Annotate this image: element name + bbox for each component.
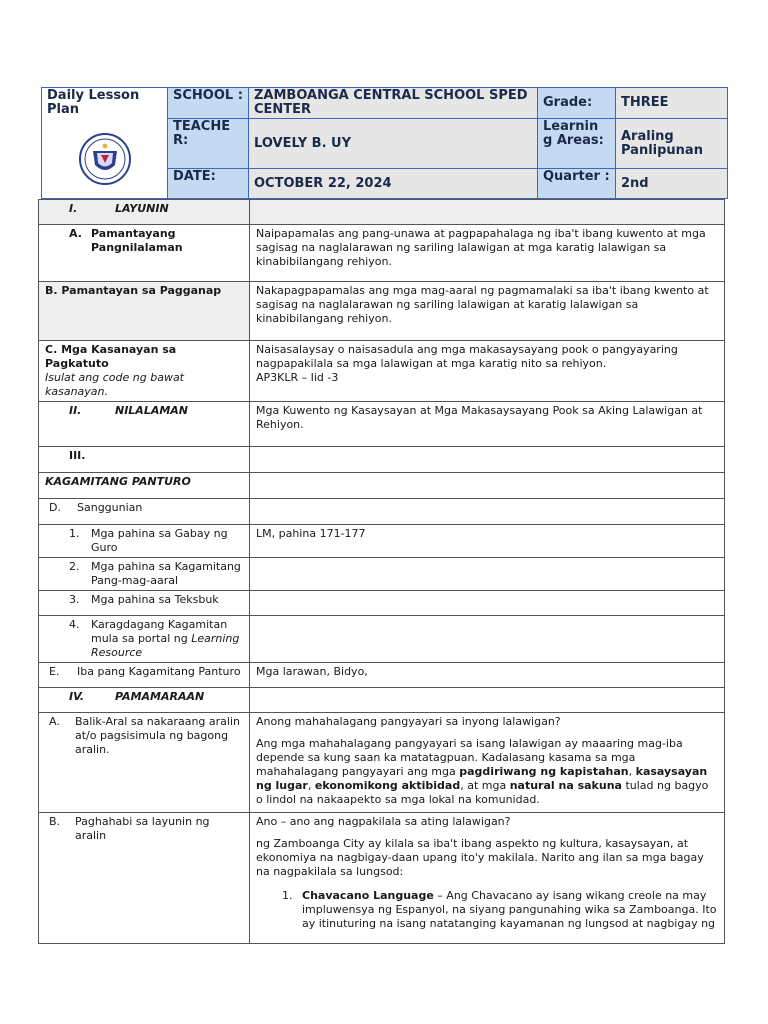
header-title-cell (42, 88, 168, 199)
teacher-label: TEACHE R: (168, 119, 249, 169)
row-content: Mga larawan, Bidyo, (250, 663, 725, 688)
teacher-value: LOVELY B. UY (249, 119, 538, 169)
table-row (39, 663, 725, 688)
table-row (39, 473, 725, 499)
table-row (39, 402, 725, 447)
date-label: DATE: (168, 169, 249, 199)
row-content (250, 558, 725, 591)
lesson-table (38, 199, 725, 944)
table-row (39, 591, 725, 616)
learning-areas-label: Learnin g Areas: (538, 119, 616, 169)
table-row (39, 447, 725, 473)
row-content (250, 591, 725, 616)
row-label: I. LAYUNIN (39, 200, 250, 225)
table-row (39, 713, 725, 813)
quarter-value: 2nd (616, 169, 728, 199)
row-content (250, 688, 725, 713)
row-label: 2. Mga pahina sa Kagamitang Pang-mag-aaral (39, 558, 250, 591)
row-label: B. Pamantayan sa Pagganap (39, 282, 250, 341)
table-row (39, 499, 725, 525)
table-row (39, 688, 725, 713)
table-row (39, 813, 725, 944)
table-row (39, 525, 725, 558)
row-content: Naipapamalas ang pang-unawa at pagpapahalaga ng iba't ibang kuwento at mga sagisag na naglalarawan ng sariling lalawigan at mga karatig lalawigan sa kinabibilangang rehiyon. (250, 225, 725, 282)
row-content: Anong mahahalagang pangyayari sa inyong lalawigan? Ang mga mahahalagang pangyayari sa isang lalawigan ay maaaring mag-iba depende sa kung saan ka matatagpuan. Kadalasang kasama sa mga mahahalagang pangyayari ang mga pagdiriwang ng kapistahan, kasaysayan ng lugar, ekonomikong aktibidad, at mga natural na sakuna tulad ng bagyo o lindol na nakaapekto sa mga lokal na komunidad. (250, 713, 725, 813)
row-label: E. Iba pang Kagamitang Panturo (39, 663, 250, 688)
row-label: A. Pamantayang Pangnilalaman (39, 225, 250, 282)
row-content (250, 473, 725, 499)
row-label: 3. Mga pahina sa Teksbuk (39, 591, 250, 616)
row-content (250, 200, 725, 225)
table-row (39, 616, 725, 663)
grade-label: Grade: (538, 88, 616, 119)
row-label: 1. Mga pahina sa Gabay ng Guro (39, 525, 250, 558)
row-content (250, 499, 725, 525)
grade-value: THREE (616, 88, 728, 119)
row-label: IV. PAMAMARAAN (39, 688, 250, 713)
table-row (39, 282, 725, 341)
learning-areas-value: Araling Panlipunan (616, 119, 728, 169)
row-label: C. Mga Kasanayan sa Pagkatuto Isulat ang code ng bawat kasanayan. (39, 341, 250, 402)
row-content: Ano – ano ang nagpakilala sa ating lalawigan? ng Zamboanga City ay kilala sa iba't ibang aspekto ng kultura, kasaysayan, at ekonomiya na nagbigay-daan upang ito'y makilala. Narito ang ilan sa mga bagay na nagpakilala sa lungsod: 1. Chavacano Language – Ang Chavacano ay isang wikang creole na may impluwensya ng Espanyol, na siyang pangunahing wika sa Zamboanga. Ito ay itinuturing na isang natatanging kayamanan ng lungsod at nagbigay ng (250, 813, 725, 944)
school-value: ZAMBOANGA CENTRAL SCHOOL SPED CENTER (249, 88, 538, 119)
table-row (39, 225, 725, 282)
table-row (39, 558, 725, 591)
row-content (250, 447, 725, 473)
row-content: Naisasalaysay o naisasadula ang mga makasaysayang pook o pangyayaring nagpapakilala sa mga lalawigan at mga karatig nito sa rehiyon. AP3KLR – Iid -3 (250, 341, 725, 402)
row-label: B. Paghahabi sa layunin ng aralin (39, 813, 250, 944)
header-table (41, 87, 728, 199)
row-content: Nakapagpapamalas ang mga mag-aaral ng pagmamalaki sa iba't ibang kwento at sagisag na naglalarawan ng sariling lalawigan at karatig lalawigan sa kinabibilangang rehiyon. (250, 282, 725, 341)
row-label: 4. Karagdagang Kagamitan mula sa portal ng Learning Resource (39, 616, 250, 663)
table-row (39, 200, 725, 225)
row-content (250, 616, 725, 663)
row-label: II. NILALAMAN (39, 402, 250, 447)
row-label: D. Sanggunian (39, 499, 250, 525)
row-content: Mga Kuwento ng Kasaysayan at Mga Makasaysayang Pook sa Aking Lalawigan at Rehiyon. (250, 402, 725, 447)
table-row (39, 341, 725, 402)
row-label: KAGAMITANG PANTURO (39, 473, 250, 499)
header-title: Daily Lesson Plan (47, 88, 140, 117)
quarter-label: Quarter : (538, 169, 616, 199)
date-value: OCTOBER 22, 2024 (249, 169, 538, 199)
list-item: 1. Chavacano Language – Ang Chavacano ay isang wikang creole na may impluwensya ng Espanyol, na siyang pangunahing wika sa Zamboanga. Ito ay itinuturing na isang natatanging kayamanan ng lungsod at nagbigay ng (282, 889, 717, 930)
school-label: SCHOOL : (168, 88, 249, 119)
row-label: A. Balik-Aral sa nakaraang aralin at/o pagsisimula ng bagong aralin. (39, 713, 250, 813)
row-label: III. (39, 447, 250, 473)
row-content: LM, pahina 171-177 (250, 525, 725, 558)
deped-seal-icon (79, 133, 131, 185)
